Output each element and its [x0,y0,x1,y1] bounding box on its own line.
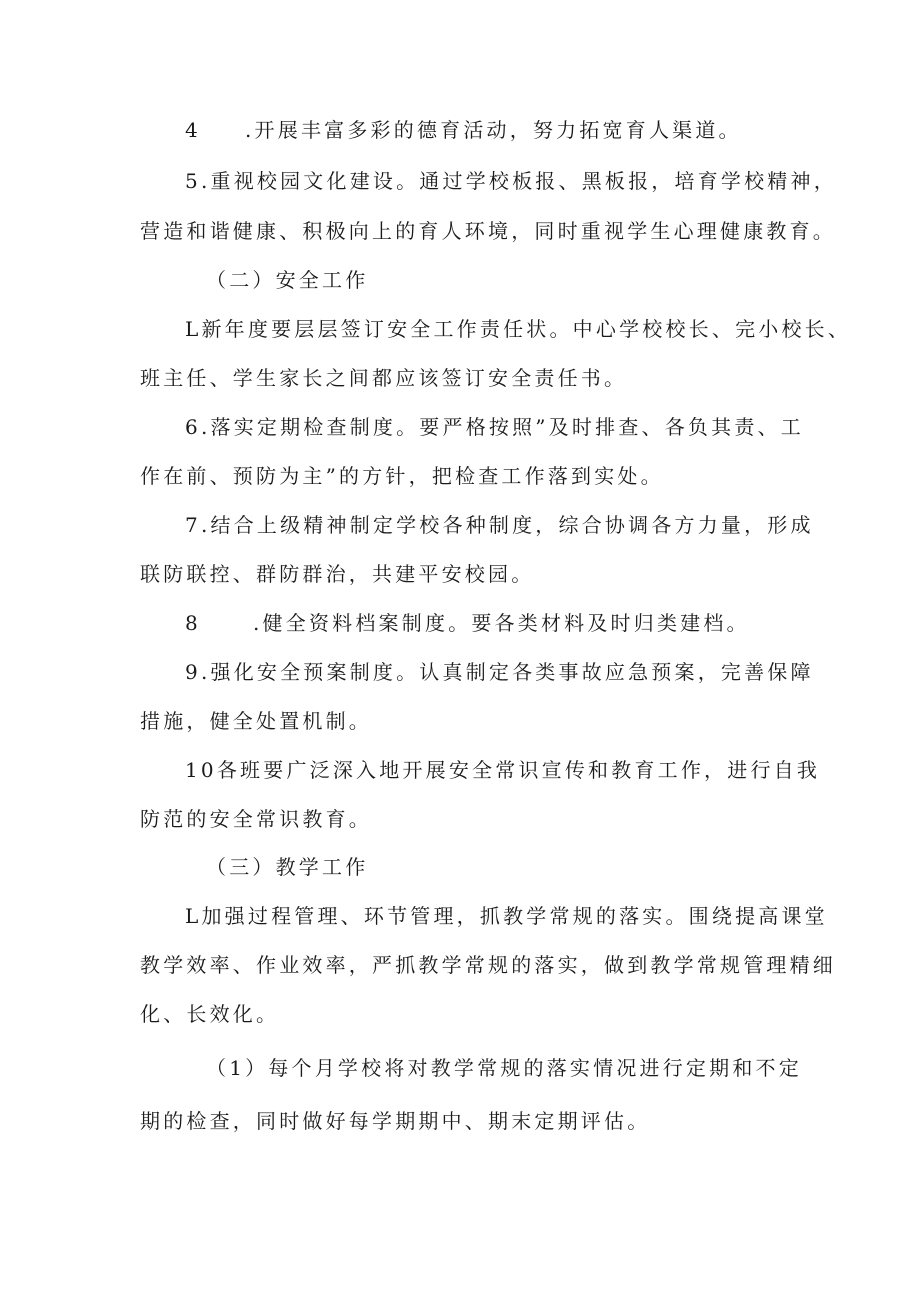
item-text: .开展丰富多彩的德育活动，努力拓宽育人渠道。 [245,118,742,142]
item-5-line [185,169,837,193]
paragraph-line: 营造和谐健康、积极向上的育人环境，同时重视学生心理健康教育。 [140,219,836,243]
item-6-line [185,415,804,439]
paragraph-line: 教学效率、作业效率，严抓教学常规的落实，做到教学常规管理精细 [140,953,836,977]
item-text: .落实定期检查制度。要严格按照”及时排查、各负其责、工 [200,415,804,439]
item-9-line [185,660,814,684]
paragraph-line: L加强过程管理、环节管理，抓教学常规的落实。围绕提高课堂 [185,904,828,928]
item-text: .结合上级精神制定学校各种制度，综合协调各方力量，形成 [200,513,814,537]
item-text: .强化安全预案制度。认真制定各类事故应急预案，完善保障 [200,660,814,684]
paragraph-line: （1）每个月学校将对教学常规的落实情况进行定期和不定 [206,1056,802,1080]
paragraph-line: 作在前、预防为主”的方针，把检查工作落到实处。 [140,464,664,488]
item-number: 6 [185,415,201,439]
paragraph-line: 措施，健全处置机制。 [140,709,372,733]
paragraph-line: 联防联控、群防群治，共建平安校园。 [140,562,535,586]
paragraph-line: L新年度要层层签订安全工作责任状。中心学校校长、完小校长、 [185,317,852,341]
item-number: 8 [185,611,201,635]
section-heading-teaching: （三）教学工作 [206,855,369,879]
item-text: .健全资料档案制度。要各类材料及时归类建档。 [253,611,750,635]
item-4-line [185,118,742,142]
item-number: 5 [185,169,201,193]
paragraph-line: 防范的安全常识教育。 [140,807,372,831]
item-8-line [185,611,750,635]
item-text: .重视校园文化建设。通过学校板报、黑板报，培育学校精神， [200,169,837,193]
item-number: 4 [185,118,201,142]
paragraph-line: 班主任、学生家长之间都应该签订安全责任书。 [140,366,628,390]
section-heading-safety: （二）安全工作 [206,268,369,292]
paragraph-line: 化、长效化。 [140,1002,280,1026]
paragraph-line: 10各班要广泛深入地开展安全常识宣传和教育工作，进行自我 [185,758,821,782]
item-7-line [185,513,814,537]
paragraph-line: 期的检查，同时做好每学期期中、期末定期评估。 [140,1109,651,1133]
item-number: 7 [185,513,201,537]
item-number: 9 [185,660,201,684]
